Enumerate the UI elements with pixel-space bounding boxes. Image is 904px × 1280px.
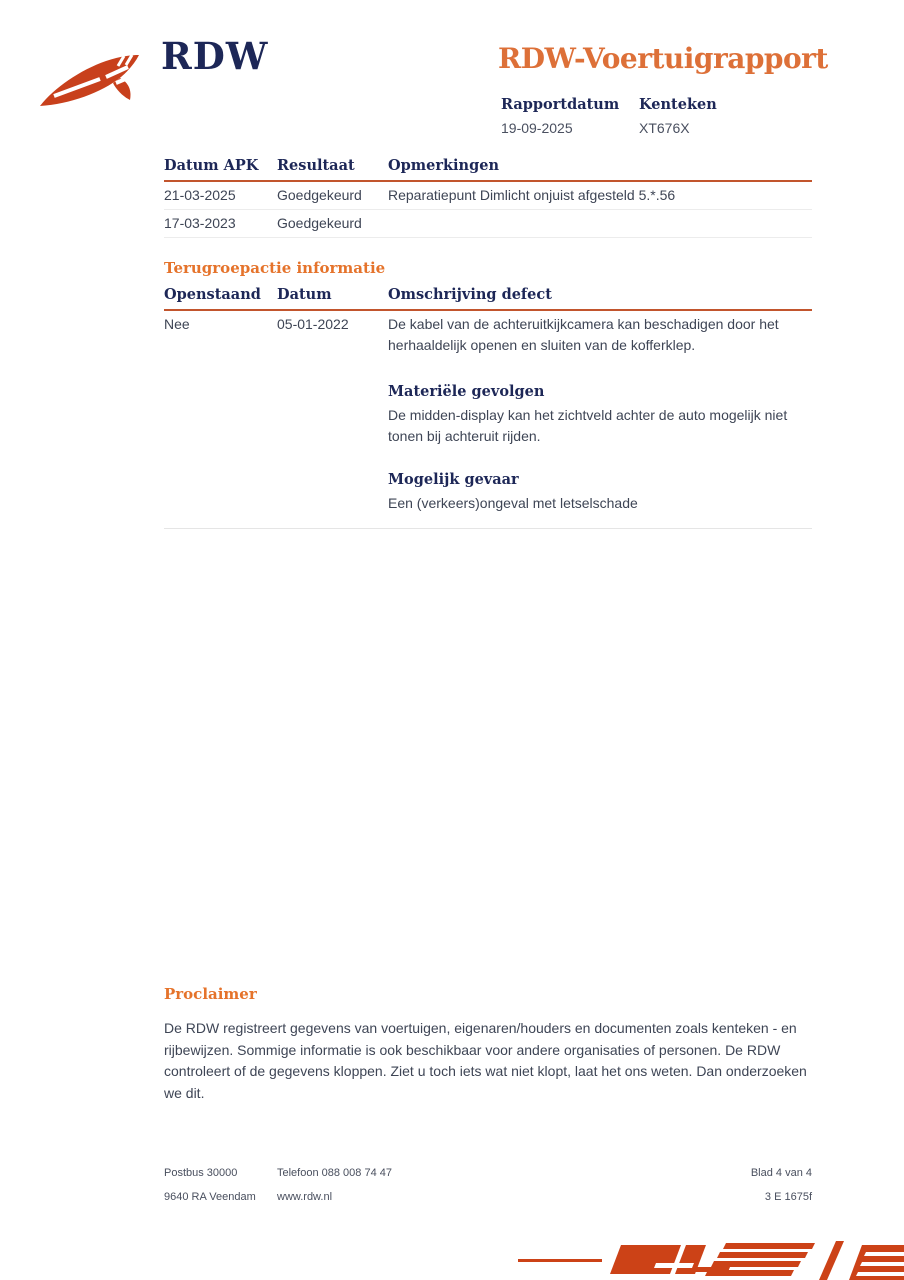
recall-section: [164, 259, 812, 529]
apk-row-opmerkingen: [388, 210, 812, 237]
recall-header-openstaand: Openstaand: [164, 286, 261, 303]
recall-section-title: Terugroepactie informatie: [164, 259, 386, 277]
footer: [164, 1167, 812, 1203]
apk-row-opmerkingen: Reparatiepunt Dimlicht onjuist afgesteld 5.*.56: [388, 187, 676, 203]
material-consequences-text: De midden-display kan het zichtveld achter de auto mogelijk niet tonen bij achteruit rijden.: [388, 407, 788, 444]
footer-address-line1: Postbus 30000: [164, 1167, 238, 1179]
material-consequences-heading: Materiële gevolgen: [388, 383, 545, 400]
apk-table-header: [164, 157, 812, 180]
apk-header-opmerkingen: Opmerkingen: [388, 157, 499, 174]
table-row: [164, 182, 812, 210]
table-row: [164, 210, 812, 238]
footer-page-number: Blad 4 van 4: [750, 1167, 812, 1179]
recall-header-datum: Datum: [277, 286, 332, 303]
proclaimer-section: [164, 985, 812, 1104]
recall-row-openstaand: Nee: [164, 316, 190, 332]
apk-header-resultaat: Resultaat: [277, 157, 355, 174]
recall-table-header: [164, 286, 812, 309]
footer-phone: Telefoon 088 008 74 47: [277, 1167, 392, 1179]
apk-row-datum: 17-03-2023: [164, 215, 236, 231]
rdw-feather-logo-icon: [36, 50, 152, 114]
report-title: RDW-Voertuigrapport: [498, 42, 828, 75]
rdw-stripes-graphic: [518, 1239, 904, 1280]
apk-row-datum: 21-03-2025: [164, 187, 236, 203]
report-date-label: Rapportdatum: [501, 96, 620, 113]
recall-row: [164, 311, 812, 529]
report-meta: [501, 96, 717, 136]
apk-row-resultaat: Goedgekeurd: [277, 187, 362, 203]
report-date-value: 19-09-2025: [501, 120, 573, 136]
apk-header-datum: Datum APK: [164, 157, 259, 174]
possible-danger-heading: Mogelijk gevaar: [388, 471, 519, 488]
material-consequences-block: [388, 359, 812, 514]
recall-row-datum: 05-01-2022: [277, 316, 349, 332]
license-plate-value: XT676X: [639, 120, 690, 136]
proclaimer-text: De RDW registreert gegevens van voertuigen, eigenaren/houders en documenten zoals kenteken - en rijbewijzen. Sommige informatie is ook beschikbaar voor andere organisaties of personen. De RDW controleert of de gegevens kloppen. Ziet u toch iets wat niet klopt, laat het ons weten. Dan onderzoeken we dit.: [164, 1020, 807, 1101]
footer-address-line2: 9640 RA Veendam: [164, 1191, 256, 1203]
apk-row-resultaat: Goedgekeurd: [277, 215, 362, 231]
possible-danger-text: Een (verkeers)ongeval met letselschade: [388, 495, 638, 511]
recall-header-omschrijving: Omschrijving defect: [388, 286, 552, 303]
footer-doc-code: 3 E 1675f: [764, 1191, 812, 1203]
footer-website: www.rdw.nl: [277, 1191, 333, 1203]
proclaimer-title: Proclaimer: [164, 985, 257, 1003]
section-divider: [164, 528, 812, 529]
rdw-wordmark: RDW: [161, 34, 269, 78]
apk-table: [164, 157, 812, 238]
license-plate-label: Kenteken: [639, 96, 717, 113]
recall-row-omschrijving: De kabel van de achteruitkijkcamera kan beschadigen door het herhaaldelijk openen en sluiten van de kofferklep.: [388, 316, 779, 353]
